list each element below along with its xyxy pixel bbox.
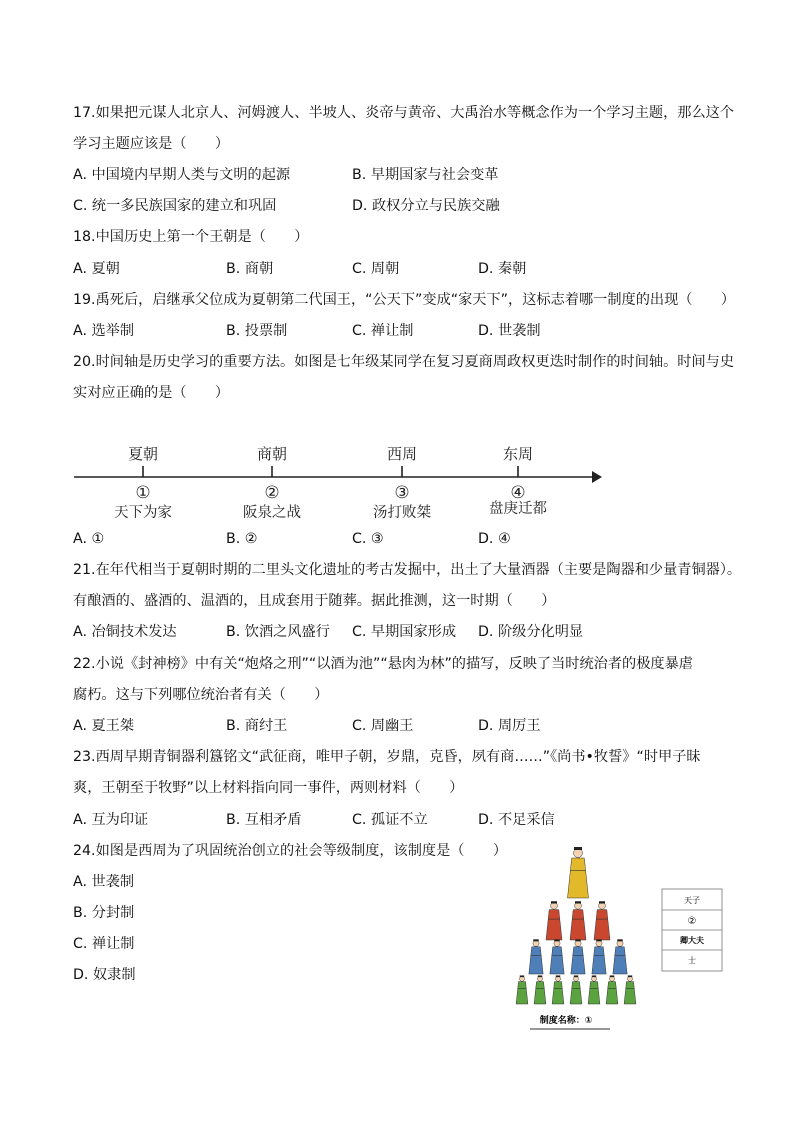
q24-option-d[interactable]: D. 奴隶制 xyxy=(73,967,136,983)
noble-figure xyxy=(546,901,562,940)
q18-option-a[interactable]: A. 夏朝 xyxy=(73,261,120,277)
q23-option-d[interactable]: D. 不足采信 xyxy=(478,812,555,828)
q24-option-c[interactable]: C. 禅让制 xyxy=(73,936,135,952)
q24-option-b[interactable]: B. 分封制 xyxy=(73,905,135,921)
q19-stem: 19.禹死后，启继承父位成为夏朝第二代国王，“公天下”变成“家天下”，这标志着哪一制度的出现（ ） xyxy=(73,292,736,308)
q23-stem-line2: 爽，王朝至于牧野”以上材料指向同一事件，两则材料（ ） xyxy=(73,780,464,796)
q17-stem-line2: 学习主题应该是（ ） xyxy=(73,136,230,152)
q20-option-a[interactable]: A. ① xyxy=(73,531,105,547)
q18-option-c[interactable]: C. 周朝 xyxy=(352,261,400,277)
q21-stem-line1: 21.在年代相当于夏朝时期的二里头文化遗址的考古发掘中，出土了大量酒器（主要是陶器和少量青铜器）。 xyxy=(73,562,742,578)
q24-option-a[interactable]: A. 世袭制 xyxy=(73,874,135,890)
q19-option-a[interactable]: A. 选举制 xyxy=(73,323,135,339)
q24-stem: 24.如图是西周为了巩固统治创立的社会等级制度，该制度是（ ） xyxy=(73,843,508,859)
scholar-figure xyxy=(570,975,582,1004)
q21-option-b[interactable]: B. 饮酒之风盛行 xyxy=(226,624,330,640)
timeline-period: 夏朝 xyxy=(127,445,159,463)
timeline-marker: ④ xyxy=(510,483,526,503)
timeline-period: 商朝 xyxy=(256,445,288,463)
q21-option-c[interactable]: C. 早期国家形成 xyxy=(352,624,457,640)
q20-option-b[interactable]: B. ② xyxy=(226,531,258,547)
q21-stem-line2: 有酿酒的、盛酒的、温酒的，且成套用于随葬。据此推测，这一时期（ ） xyxy=(73,593,556,609)
q20-option-d[interactable]: D. ④ xyxy=(478,531,511,547)
scholar-figure xyxy=(516,975,528,1004)
q22-option-a[interactable]: A. 夏王桀 xyxy=(73,718,135,734)
timeline-event: 天下为家 xyxy=(114,505,172,521)
timeline-period: 西周 xyxy=(386,445,418,463)
pyramid-figures xyxy=(516,847,636,1004)
q23-option-a[interactable]: A. 互为印证 xyxy=(73,812,149,828)
q17-stem-line1: 17.如果把元谋人北京人、河姆渡人、半坡人、炎帝与黄帝、大禹治水等概念作为一个学习主题，那么这个 xyxy=(73,105,735,121)
q22-option-c[interactable]: C. 周幽王 xyxy=(352,718,414,734)
noble-figure xyxy=(570,901,586,940)
scholar-figure xyxy=(606,975,618,1004)
social-hierarchy-svg xyxy=(508,842,728,1034)
timeline-marker: ① xyxy=(135,483,151,503)
q23-stem-line1: 23.西周早期青铜器利簋铭文“武征商，唯甲子朝，岁鼎，克昏，夙有商……”《尚书•牧誓》“时甲子昧 xyxy=(73,749,701,765)
level-label-qingdafu: 卿大夫 xyxy=(680,936,704,945)
timeline-marker: ③ xyxy=(394,483,410,503)
level-label-tianzi: 天子 xyxy=(684,896,700,905)
minister-figure xyxy=(529,939,543,974)
figure-caption: 制度名称：① xyxy=(539,1016,593,1026)
q18-stem: 18.中国历史上第一个王朝是（ ） xyxy=(73,229,309,245)
q17-option-c[interactable]: C. 统一多民族国家的建立和巩固 xyxy=(73,198,277,214)
scholar-figure xyxy=(552,975,564,1004)
q18-option-b[interactable]: B. 商朝 xyxy=(226,261,274,277)
q19-option-d[interactable]: D. 世袭制 xyxy=(478,323,541,339)
noble-figure xyxy=(594,901,610,940)
scholar-figure xyxy=(588,975,600,1004)
q17-option-d[interactable]: D. 政权分立与民族交融 xyxy=(352,198,500,214)
q22-option-b[interactable]: B. 商纣王 xyxy=(226,718,288,734)
timeline-event: 阪泉之战 xyxy=(243,505,301,521)
minister-figure xyxy=(571,939,585,974)
level-label-shi: 士 xyxy=(688,956,696,965)
q19-option-b[interactable]: B. 投票制 xyxy=(226,323,288,339)
q20-stem-line2: 实对应正确的是（ ） xyxy=(73,385,230,401)
scholar-figure xyxy=(624,975,636,1004)
timeline-event: 汤打败桀 xyxy=(373,505,431,521)
q19-option-c[interactable]: C. 禅让制 xyxy=(352,323,414,339)
q21-option-d[interactable]: D. 阶级分化明显 xyxy=(478,624,584,640)
q22-stem-line2: 腐朽。这与下列哪位统治者有关（ ） xyxy=(73,687,329,703)
timeline-arrowhead xyxy=(592,471,602,483)
king-figure xyxy=(568,847,589,898)
timeline-marker: ② xyxy=(264,483,280,503)
minister-figure xyxy=(550,939,564,974)
minister-figure xyxy=(592,939,606,974)
timeline-event: 盘庚迁都 xyxy=(489,501,547,517)
q18-option-d[interactable]: D. 秦朝 xyxy=(478,261,527,277)
social-hierarchy-figure xyxy=(508,842,728,1034)
q20-stem-line1: 20.时间轴是历史学习的重要方法。如图是七年级某同学在复习夏商周政权更迭时制作的时间轴。时间与史 xyxy=(73,354,735,370)
minister-figure xyxy=(613,939,627,974)
q17-option-b[interactable]: B. 早期国家与社会变革 xyxy=(352,167,499,183)
q20-option-c[interactable]: C. ③ xyxy=(352,531,384,547)
timeline-period: 东周 xyxy=(502,445,534,463)
q23-option-b[interactable]: B. 互相矛盾 xyxy=(226,812,302,828)
q23-option-c[interactable]: C. 孤证不立 xyxy=(352,812,428,828)
q22-stem-line1: 22.小说《封神榜》中有关“炮烙之刑”“以酒为池”“悬肉为林”的描写，反映了当时统治者的极度暴虐 xyxy=(73,656,693,672)
q17-option-a[interactable]: A. 中国境内早期人类与文明的起源 xyxy=(73,167,291,183)
q22-option-d[interactable]: D. 周厉王 xyxy=(478,718,541,734)
q21-option-a[interactable]: A. 冶铜技术发达 xyxy=(73,624,177,640)
scholar-figure xyxy=(534,975,546,1004)
level-label-2: ② xyxy=(687,916,697,927)
